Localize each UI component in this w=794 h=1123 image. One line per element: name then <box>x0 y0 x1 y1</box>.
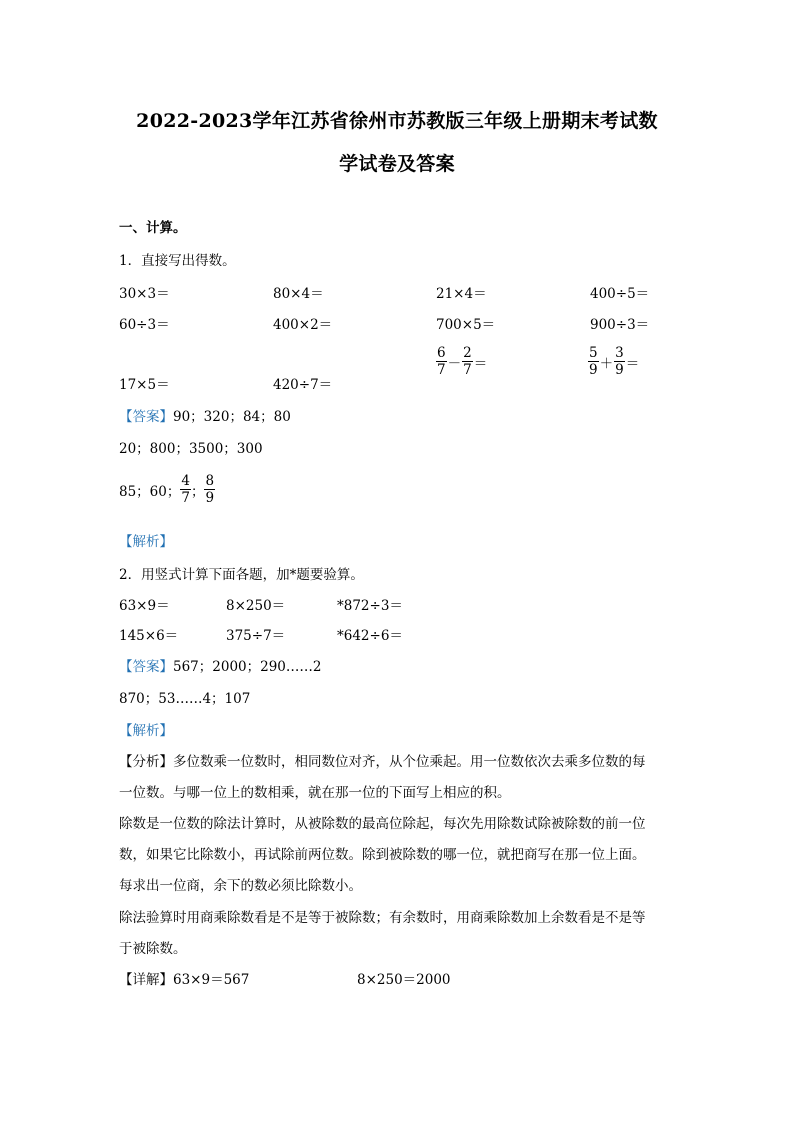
q1-item: 60÷3＝ <box>119 317 170 333</box>
q1-item: 80×4＝ <box>273 286 324 302</box>
q1-item: 400÷5＝ <box>590 286 650 302</box>
document-title-line-1: 2022-2023学年江苏省徐州市苏教版三年级上册期末考试数 <box>136 110 658 132</box>
question-2-label: 2．用竖式计算下面各题，加*题要验算。 <box>119 567 364 583</box>
q1-answer-line <box>119 474 215 505</box>
q1-item: 700×5＝ <box>436 317 496 333</box>
analysis-text: 于被除数。 <box>119 941 187 957</box>
q2-item: 63×9＝ <box>119 598 170 614</box>
detail-tag: 【详解】 <box>119 972 173 988</box>
fraction <box>462 346 473 377</box>
fraction-denominator: 7 <box>463 362 472 379</box>
separator: ； <box>190 483 205 500</box>
q1-analysis-tag: 【解析】 <box>119 534 173 550</box>
answer-tag: 【答案】 <box>119 659 173 675</box>
analysis-text: 除法验算时用商乘除数看是不是等于被除数；有余数时，用商乘除数加上余数看是不是等 <box>119 910 646 926</box>
q2-item: 8×250＝ <box>226 598 286 614</box>
q1-item: 30×3＝ <box>119 286 170 302</box>
q1-fraction-expression <box>588 346 639 377</box>
question-1-label: 1．直接写出得数。 <box>119 253 236 269</box>
fenxi-tag: 【分析】 <box>119 754 173 770</box>
q2-answer-line <box>119 655 321 675</box>
q1-fraction-expression <box>436 346 487 377</box>
answer-text: 90；320；84；80 <box>173 409 291 425</box>
q1-answer-line: 20；800；3500；300 <box>119 441 263 457</box>
operator: － <box>447 355 462 372</box>
q1-item: 400×2＝ <box>273 317 333 333</box>
section-heading: 一、计算。 <box>119 220 187 236</box>
detail-text: 8×250＝2000 <box>357 972 451 988</box>
answer-text: 85；60； <box>119 483 181 500</box>
analysis-text: 数，如果它比除数小，再试除前两位数。除到被除数的哪一位，就把商写在那一位上面。 <box>119 847 646 863</box>
answer-text: 567；2000；290……2 <box>173 659 322 675</box>
analysis-paragraph <box>119 750 646 770</box>
equals-sign: ＝ <box>473 355 488 372</box>
q2-item: *642÷6＝ <box>337 628 403 644</box>
fraction-numerator: 3 <box>615 345 624 361</box>
fraction-numerator: 2 <box>463 345 472 361</box>
q2-item: 375÷7＝ <box>226 628 286 644</box>
fraction <box>614 346 625 377</box>
operator: ＋ <box>599 355 614 372</box>
q1-answer-line <box>119 405 291 425</box>
fraction-numerator: 5 <box>589 345 598 361</box>
fraction-denominator: 7 <box>437 362 446 379</box>
fraction <box>588 346 599 377</box>
fraction-numerator: 4 <box>181 473 190 489</box>
q2-analysis-tag: 【解析】 <box>119 723 173 739</box>
analysis-text: 每求出一位商，余下的数必须比除数小。 <box>119 878 362 894</box>
fraction <box>180 474 191 505</box>
q2-answer-line: 870；53……4；107 <box>119 691 251 707</box>
fraction-denominator: 9 <box>205 490 215 507</box>
analysis-text: 除数是一位数的除法计算时，从被除数的最高位除起，每次先用除数试除被除数的前一位 <box>119 816 646 832</box>
analysis-text: 多位数乘一位数时，相同数位对齐，从个位乘起。用一位数依次去乘多位数的每 <box>173 754 646 770</box>
q1-item: 17×5＝ <box>119 377 170 393</box>
q2-item: *872÷3＝ <box>337 598 403 614</box>
fraction <box>436 346 447 377</box>
equals-sign: ＝ <box>625 355 640 372</box>
q1-item: 21×4＝ <box>436 286 487 302</box>
answer-tag: 【答案】 <box>119 409 173 425</box>
q1-item: 900÷3＝ <box>590 317 650 333</box>
q1-item: 420÷7＝ <box>273 377 333 393</box>
fraction-denominator: 7 <box>181 490 190 507</box>
fraction-denominator: 9 <box>589 362 598 379</box>
document-title-line-2: 学试卷及答案 <box>339 153 455 175</box>
analysis-text: 一位数。与哪一位上的数相乘，就在那一位的下面写上相应的积。 <box>119 785 511 801</box>
detail-text: 63×9＝567 <box>173 972 250 988</box>
detail-line <box>119 968 249 988</box>
fraction <box>204 474 215 505</box>
fraction-numerator: 8 <box>205 473 215 489</box>
fraction-denominator: 9 <box>615 362 624 379</box>
q2-item: 145×6＝ <box>119 628 179 644</box>
fraction-numerator: 6 <box>437 345 446 361</box>
